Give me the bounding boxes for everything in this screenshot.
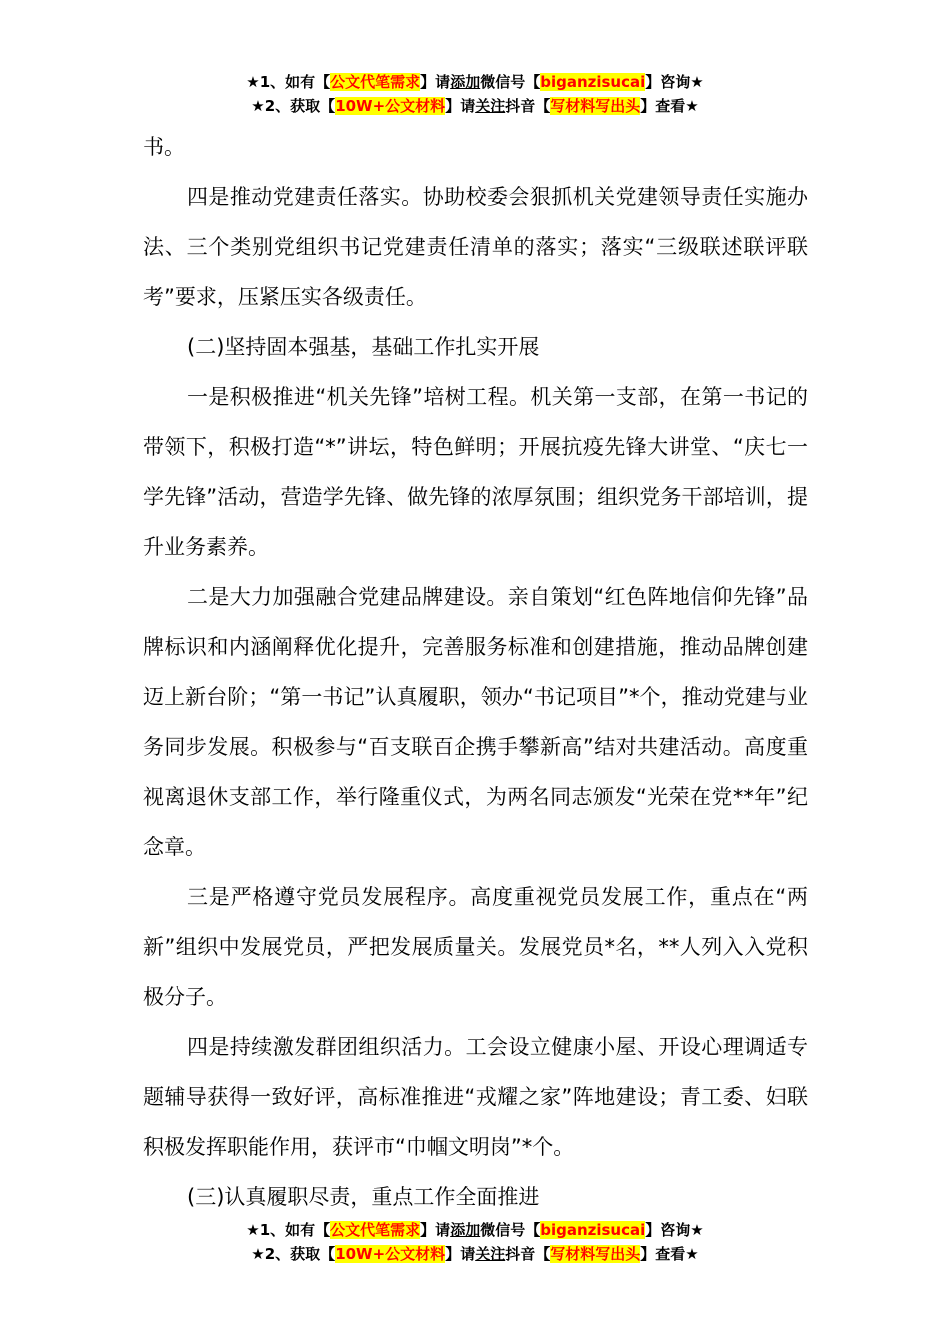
banner-text: 抖音【 xyxy=(505,97,551,115)
banner-text: ★2、获取【 xyxy=(251,97,336,115)
banner-line-1 xyxy=(0,70,950,94)
section-heading: (二)坚持固本强基，基础工作扎实开展 xyxy=(187,335,540,359)
banner-text: 】咨询★ xyxy=(645,1221,704,1239)
banner-underline: 关注 xyxy=(475,97,506,115)
banner-highlight: 公文代笔需求 xyxy=(330,1221,421,1239)
banner-text: 】咨询★ xyxy=(645,73,704,91)
banner-underline: 关注 xyxy=(475,1245,506,1263)
banner-text: ★1、如有【 xyxy=(246,1221,331,1239)
banner-highlight: biganzisucai xyxy=(540,1221,646,1239)
paragraph: 二是大力加强融合党建品牌建设。亲自策划“红色阵地信仰先锋”品牌标识和内涵阐释优化提升，完善服务标准和创建措施，推动品牌创建迈上新台阶；“第一书记”认真履职，领办“书记项目”*个，推动党建与业务同步发展。积极参与“百支联百企携手攀新高”结对共建活动。高度重视离退休支部工作，举行隆重仪式，为两名同志颁发“光荣在党**年”纪念章。 xyxy=(143,585,808,859)
paragraph: 四是持续激发群团组织活力。工会设立健康小屋、开设心理调适专题辅导获得一致好评，高标准推进“戎耀之家”阵地建设；青工委、妇联积极发挥职能作用，获评市“巾帼文明岗”*个。 xyxy=(143,1035,808,1159)
section-heading: (三)认真履职尽责，重点工作全面推进 xyxy=(187,1185,540,1209)
banner-highlight: biganzisucai xyxy=(540,73,646,91)
banner-text: 】请 xyxy=(420,1221,451,1239)
banner-highlight: 10W+公文材料 xyxy=(335,1245,446,1263)
banner-text: 】请 xyxy=(445,97,476,115)
banner-text: 微信号【 xyxy=(480,1221,541,1239)
banner-line-2 xyxy=(0,94,950,118)
banner-line-2 xyxy=(0,1242,950,1266)
paragraph: 书。 xyxy=(143,135,185,159)
banner-text: ★1、如有【 xyxy=(246,73,331,91)
banner-highlight: 写材料写出头 xyxy=(550,97,641,115)
banner-text: 】查看★ xyxy=(640,1245,699,1263)
banner-text: 抖音【 xyxy=(505,1245,551,1263)
banner-underline: 添加 xyxy=(450,73,481,91)
banner-text: 】请 xyxy=(420,73,451,91)
banner-highlight: 公文代笔需求 xyxy=(330,73,421,91)
header-banner xyxy=(0,70,950,118)
footer-banner xyxy=(0,1218,950,1266)
document-body xyxy=(143,122,808,1222)
banner-highlight: 10W+公文材料 xyxy=(335,97,446,115)
paragraph: 一是积极推进“机关先锋”培树工程。机关第一支部，在第一书记的带领下，积极打造“*”讲坛，特色鲜明；开展抗疫先锋大讲堂、“庆七一学先锋”活动，营造学先锋、做先锋的浓厚氛围；组织党务干部培训，提升业务素养。 xyxy=(143,385,808,559)
banner-text: ★2、获取【 xyxy=(251,1245,336,1263)
banner-underline: 添加 xyxy=(450,1221,481,1239)
banner-highlight: 写材料写出头 xyxy=(550,1245,641,1263)
banner-text: 】请 xyxy=(445,1245,476,1263)
paragraph: 四是推动党建责任落实。协助校委会狠抓机关党建领导责任实施办法、三个类别党组织书记党建责任清单的落实；落实“三级联述联评联考”要求，压紧压实各级责任。 xyxy=(143,185,808,309)
paragraph: 三是严格遵守党员发展程序。高度重视党员发展工作，重点在“两新”组织中发展党员，严把发展质量关。发展党员*名，**人列入入党积极分子。 xyxy=(143,885,808,1009)
banner-text: 】查看★ xyxy=(640,97,699,115)
banner-line-1 xyxy=(0,1218,950,1242)
banner-text: 微信号【 xyxy=(480,73,541,91)
